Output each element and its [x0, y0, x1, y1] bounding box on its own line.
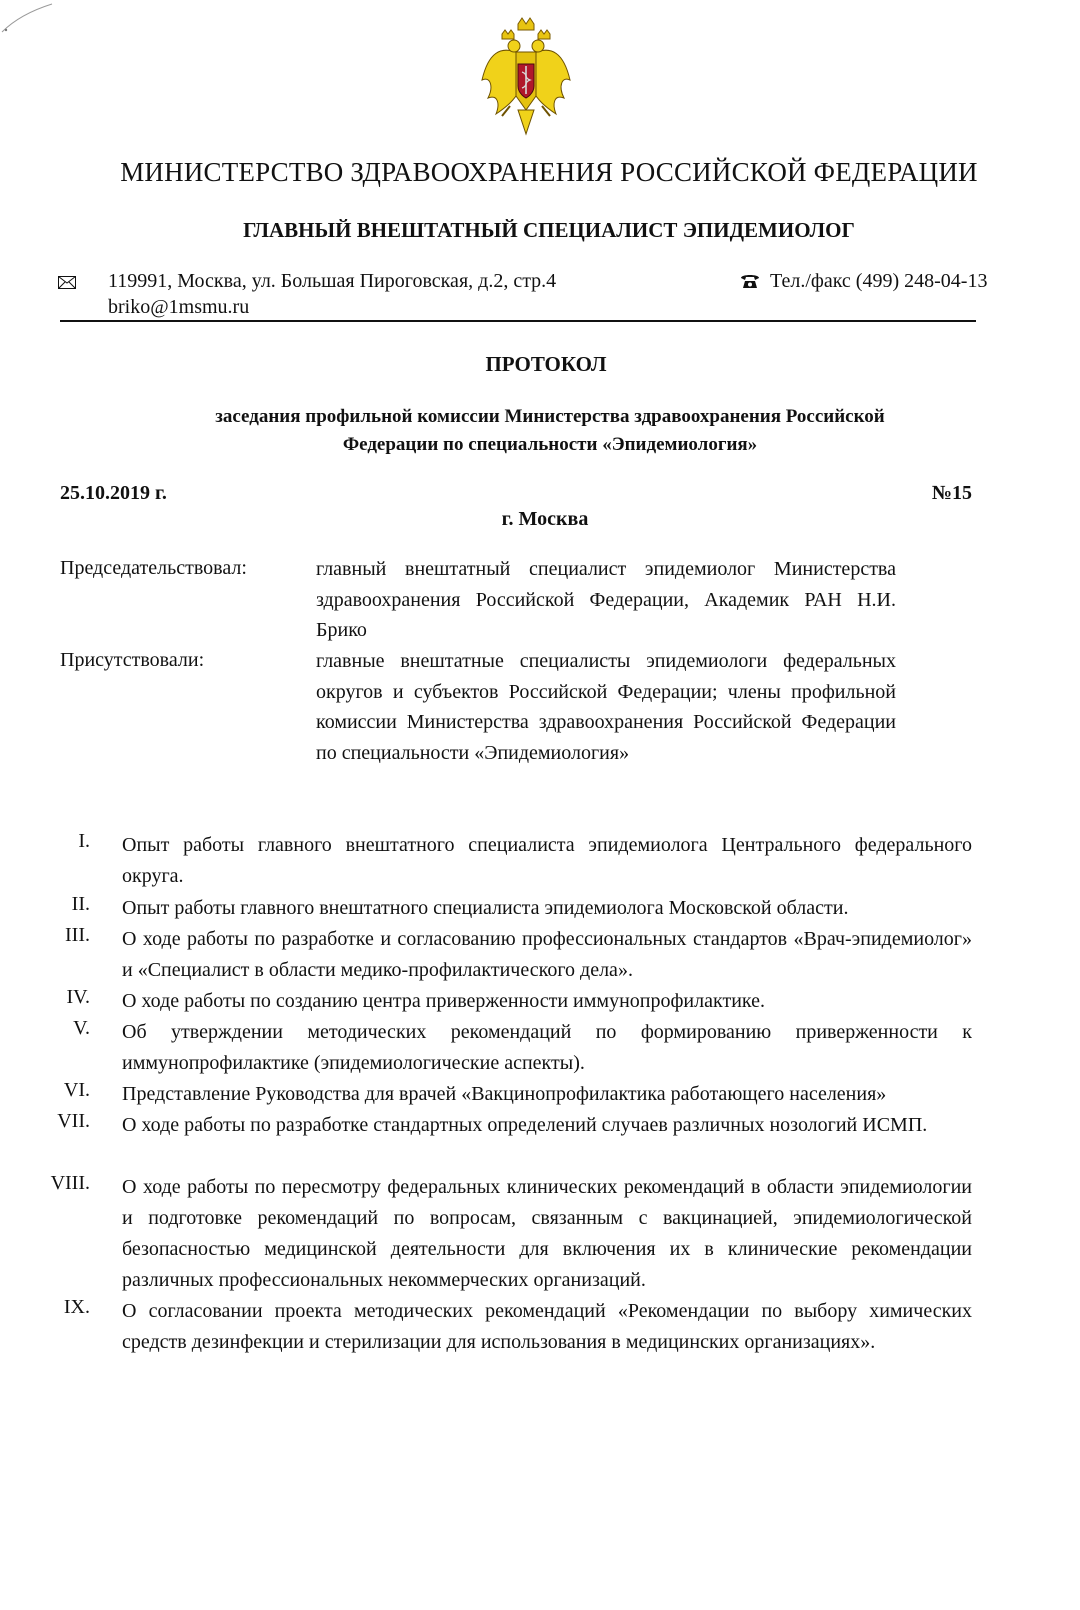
agenda-number: VIII. [50, 1172, 90, 1194]
header-divider [60, 320, 976, 322]
phone: Тел./факс (499) 248-04-13 [770, 270, 988, 292]
chair-label: Председательствовал: [60, 557, 247, 579]
agenda-number: II. [71, 893, 90, 915]
document-subtitle [140, 403, 960, 459]
agenda-text: Опыт работы главного внештатного специалиста эпидемиолога Московской области. [122, 897, 849, 919]
document-type: ПРОТОКОЛ [485, 352, 607, 376]
email: briko@1msmu.ru [108, 296, 250, 318]
chair-text: главный внештатный специалист эпидемиолог Министерства здравоохранения Российской Федерации, Академик РАН Н.И. Брико [316, 558, 896, 641]
specialist-title: ГЛАВНЫЙ ВНЕШТАТНЫЙ СПЕЦИАЛИСТ ЭПИДЕМИОЛОГ [243, 218, 855, 242]
document-city: г. Москва [501, 508, 589, 530]
address: 119991, Москва, ул. Большая Пироговская, д.2, стр.4 [108, 270, 557, 292]
agenda-text: Опыт работы главного внештатного специалиста эпидемиолога Центрального федерального округа. [122, 834, 972, 887]
agenda-text: О ходе работы по разработке и согласованию профессиональных стандартов «Врач-эпидемиолог» и «Специалист в области медико-профилактического дела». [122, 928, 972, 981]
present-text: главные внештатные специалисты эпидемиологи федеральных округов и субъектов Российской Федерации; члены профильной комиссии Министерства здравоохранения Российской Федерации по специальности «Эпидемиология» [316, 650, 896, 764]
ministry-name: МИНИСТЕРСТВО ЗДРАВООХРАНЕНИЯ РОССИЙСКОЙ ФЕДЕРАЦИИ [120, 157, 978, 187]
subtitle-line-1: заседания профильной комиссии Министерства здравоохранения Российской [215, 406, 885, 427]
agenda-text: Представление Руководства для врачей «Вакцинопрофилактика работающего населения» [122, 1083, 887, 1105]
subtitle-line-2: Федерации по специальности «Эпидемиология» [342, 434, 758, 455]
agenda-text: О согласовании проекта методических рекомендаций «Рекомендации по выбору химических средств дезинфекции и стерилизации для использования в медицинских организациях». [122, 1300, 972, 1353]
agenda-text: О ходе работы по пересмотру федеральных клинических рекомендаций в области эпидемиологии и подготовке рекомендаций по вопросам, связанным с вакцинацией, эпидемиологической безопасностью медицинской деятельности для включения их в клинические рекомендации различных профессиональных некоммерческих организаций. [122, 1176, 972, 1291]
document-date: 25.10.2019 г. [60, 482, 167, 504]
agenda-number: VI. [63, 1079, 90, 1101]
agenda-number: IV. [66, 986, 90, 1008]
envelope-icon [58, 276, 76, 289]
agenda-number: V. [73, 1017, 90, 1039]
telephone-icon [740, 273, 760, 289]
document-number: №15 [931, 482, 972, 504]
agenda-number: I. [78, 830, 90, 852]
agenda-number: III. [65, 924, 90, 946]
agenda-number: IX. [63, 1296, 90, 1318]
agenda-text: О ходе работы по созданию центра приверженности иммунопрофилактике. [122, 990, 765, 1012]
agenda-text: Об утверждении методических рекомендаций по формированию приверженности к иммунопрофилактике (эпидемиологические аспекты). [122, 1021, 972, 1074]
agenda-text: О ходе работы по разработке стандартных определений случаев различных нозологий ИСМП. [122, 1114, 928, 1136]
agenda-number: VII. [57, 1110, 90, 1132]
contact-block [58, 270, 1008, 322]
scan-mark [0, 0, 60, 40]
present-label: Присутствовали: [60, 649, 205, 671]
ministry-emblem [480, 14, 572, 142]
